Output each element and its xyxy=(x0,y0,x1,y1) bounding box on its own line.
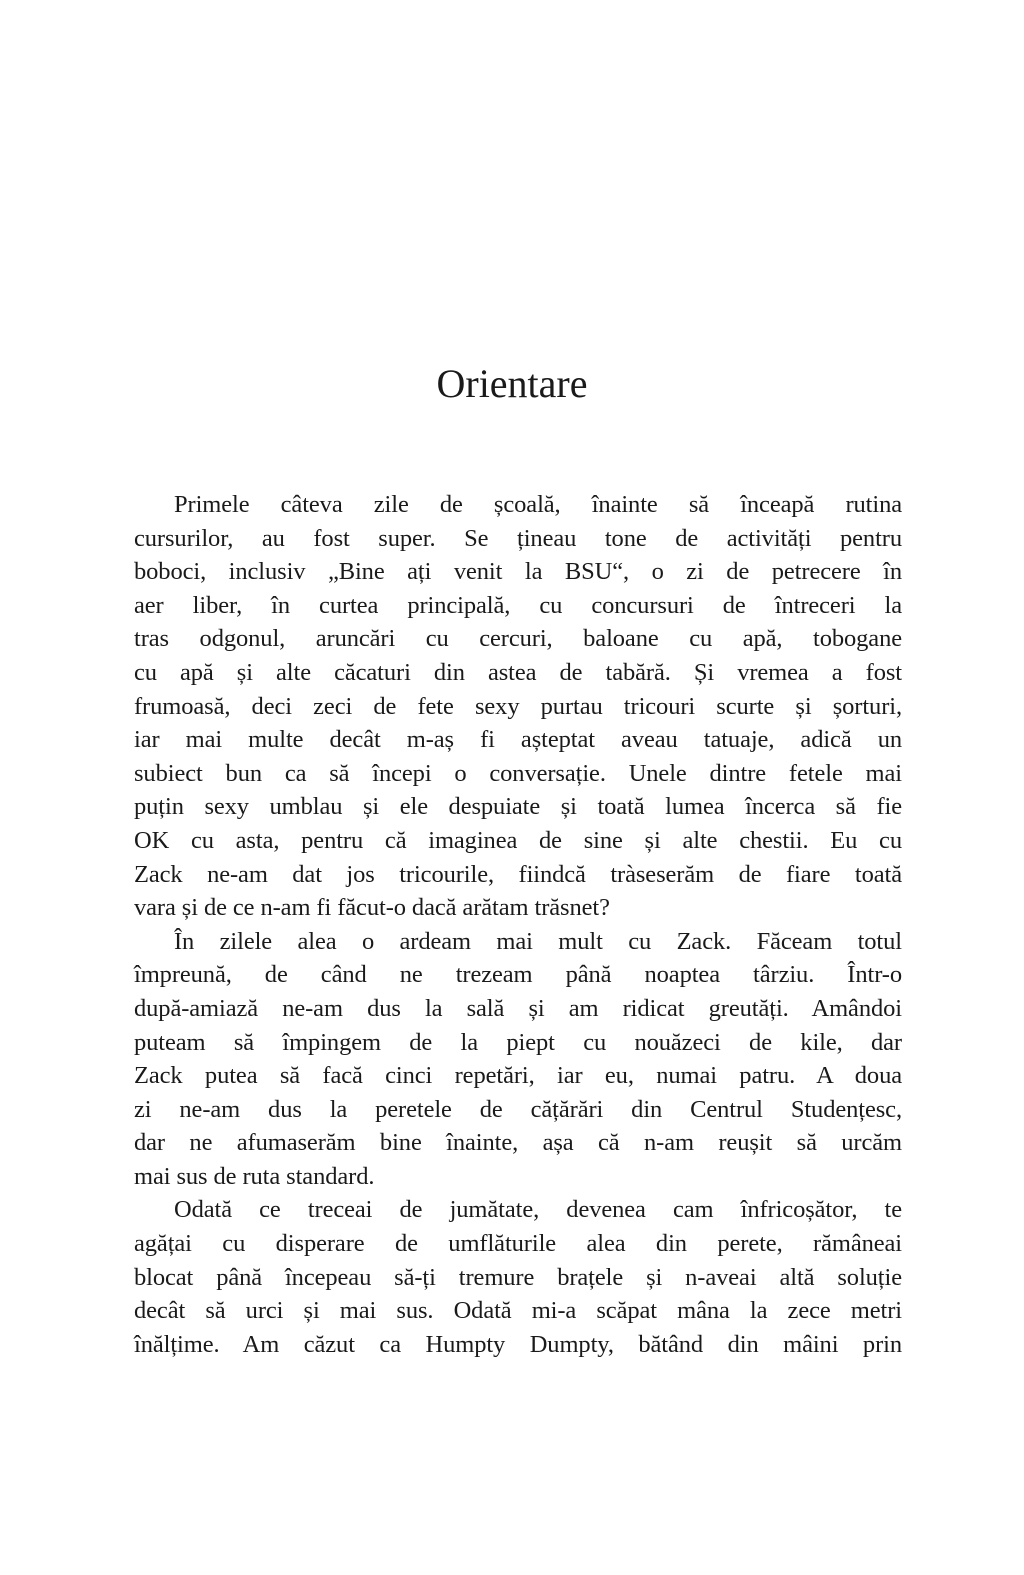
text-line: înălțime. Am căzut ca Humpty Dumpty, bătând din mâini prin xyxy=(134,1330,902,1358)
text-line: vara și de ce n-am fi făcut-o dacă arătam trăsnet? xyxy=(134,894,610,922)
text-line: agățai cu disperare de umflăturile alea din perete, rămâneai xyxy=(134,1230,902,1258)
chapter-body xyxy=(134,488,902,1361)
text-line: iar mai multe decât m-aș fi așteptat aveau tatuaje, adică un xyxy=(134,726,902,754)
chapter-title: Orientare xyxy=(436,361,588,406)
text-line: zi ne-am dus la peretele de cățărări din Centrul Studențesc, xyxy=(134,1095,902,1123)
text-line: OK cu asta, pentru că imaginea de sine și alte chestii. Eu cu xyxy=(134,826,902,854)
text-line: puțin sexy umblau și ele despuiate și toată lumea încerca să fie xyxy=(134,793,902,821)
text-line: Odată ce treceai de jumătate, devenea cam înfricoșător, te xyxy=(174,1196,902,1224)
text-line: boboci, inclusiv „Bine ați venit la BSU“, o zi de petrecere în xyxy=(134,558,902,586)
text-line: cu apă și alte căcaturi din astea de tabără. Și vremea a fost xyxy=(134,658,902,686)
text-line: aer liber, în curtea principală, cu concursuri de întreceri la xyxy=(134,591,902,619)
text-line: dar ne afumaserăm bine înainte, așa că n-am reușit să urcăm xyxy=(134,1129,902,1157)
paragraph xyxy=(134,488,902,925)
paragraph xyxy=(134,925,902,1194)
text-line: după-amiază ne-am dus la sală și am ridicat greutăți. Amândoi xyxy=(134,994,902,1022)
text-line: cursurilor, au fost super. Se țineau tone de activități pentru xyxy=(134,524,902,552)
text-line: În zilele alea o ardeam mai mult cu Zack. Făceam totul xyxy=(174,927,902,955)
text-line: Zack putea să facă cinci repetări, iar eu, numai patru. A doua xyxy=(134,1062,902,1090)
text-line: mai sus de ruta standard. xyxy=(134,1162,375,1190)
text-line: tras odgonul, aruncări cu cercuri, baloane cu apă, tobogane xyxy=(134,625,902,653)
paragraph xyxy=(134,1193,902,1361)
text-line: frumoasă, deci zeci de fete sexy purtau tricouri scurte și șorturi, xyxy=(134,692,902,720)
text-line: blocat până începeau să-ți tremure brațele și n-aveai altă soluție xyxy=(134,1263,902,1291)
text-line: împreună, de când ne trezeam până noaptea târziu. Într-o xyxy=(134,961,902,989)
text-line: Primele câteva zile de școală, înainte să înceapă rutina xyxy=(174,491,902,518)
text-line: decât să urci și mai sus. Odată mi-a scăpat mâna la zece metri xyxy=(134,1297,902,1325)
text-line: Zack ne-am dat jos tricourile, fiindcă tràseserăm de fiare toată xyxy=(134,860,902,888)
text-line: puteam să împingem de la piept cu nouăzeci de kile, dar xyxy=(134,1028,902,1056)
text-line: subiect bun ca să începi o conversație. Unele dintre fetele mai xyxy=(134,759,902,787)
